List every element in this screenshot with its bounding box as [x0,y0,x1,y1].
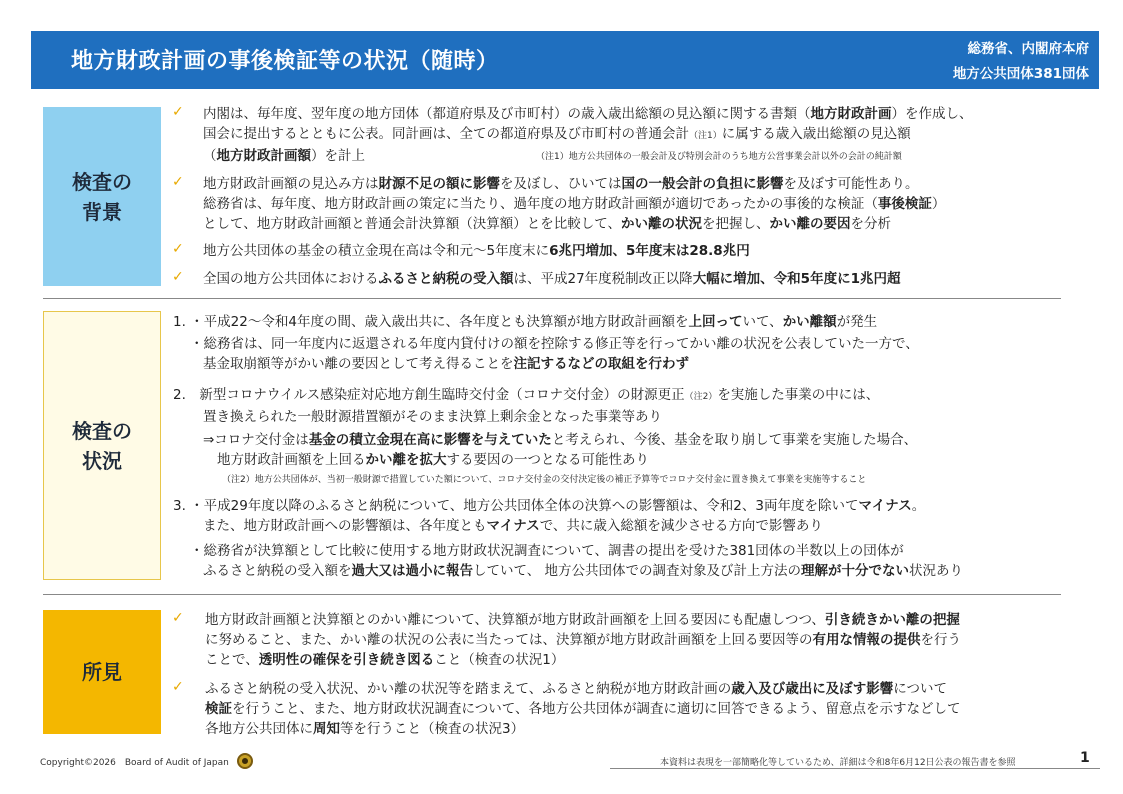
text: 等を行うこと（検査の状況3） [340,721,525,737]
background-item-4 [203,269,900,289]
divider-status [43,594,1061,595]
label-status [43,311,161,580]
check-icon: ✓ [172,104,184,120]
header-banner [31,31,1099,89]
footer-note: 本資料は表現を一部簡略化等しているため、詳細は令和8年6月12日公表の報告書を参照 [660,758,1016,768]
emphasis: 地方財政計画額 [216,148,311,164]
text: こと（検査の状況1） [434,652,565,668]
emphasis: 理解が十分でない [801,563,910,579]
status-item-3 [173,496,963,581]
check-icon: ✓ [172,241,184,257]
page-number: 1 [1080,750,1090,766]
header-meta [953,37,1089,87]
text: を把握し、 [701,216,770,232]
text: 全国の地方公共団体における [203,271,379,287]
label-status-line1: 検査の [72,418,132,443]
audited-organizations: 総務省、内閣府本府 [967,41,1089,57]
label-background-line1: 検査の [72,169,132,194]
emphasis: 検証 [205,701,232,717]
text: する要因の一つとなる可能性あり [446,452,649,468]
text: また、地方財政計画への影響額は、各年度とも [203,518,487,534]
copyright-text: Copyright©2026 Board of Audit of Japan [40,757,229,768]
emphasis: マイナス [486,518,540,534]
audited-entities: 地方公共団体381団体 [952,66,1089,82]
text: 置き換えられた一般財源措置額がそのまま決算上剰余金となった事業等あり [203,409,662,425]
footer-copyright [40,753,253,769]
text: （ [203,148,217,164]
emphasis: 基金の積立金現在高に影響を与えていた [308,432,552,448]
text: ふるさと納税の受入額を [203,563,352,579]
text: いて、 [742,314,783,330]
text: 地方財政計画額を上回る [217,452,366,468]
text: を行う [920,632,961,648]
background-item-2 [203,174,945,234]
check-icon: ✓ [172,679,184,695]
text: 状況あり [909,563,964,579]
footnote-2: （注2）地方公共団体が、当初一般財源で措置していた額について、コロナ交付金の交付決定後の補正予算等でコロナ交付金に置き換えて事業を実施等すること [222,475,867,485]
emphasis: 歳入及び歳出に及ぼす影響 [731,681,894,697]
text: 1. ・平成22～令和4年度の間、歳入歳出共に、各年度とも決算額が地方財政計画額を [173,314,689,330]
check-icon: ✓ [172,269,184,285]
emphasis: 透明性の確保を引き続き図る [258,652,435,668]
emphasis: かい離を拡大 [365,452,447,468]
emphasis: かい離の状況 [620,216,702,232]
text: 。 [911,498,926,514]
label-finding [43,610,161,734]
page-title: 地方財政計画の事後検証等の状況（随時） [71,49,499,74]
emphasis: 大幅に増加、令和5年度に1兆円超 [692,271,901,287]
text: について [893,681,947,697]
text: に属する歳入歳出総額の見込額 [721,126,911,142]
text: 2. 新型コロナウイルス感染症対応地方創生臨時交付金（コロナ交付金）の財源更正 [173,387,685,403]
footer-divider [610,768,1100,769]
text: ことで、 [205,652,259,668]
text: ） [931,196,946,212]
text: ）を計上 [311,148,365,164]
emphasis: 有用な情報の提供 [812,632,921,648]
text: 基金取崩額等がかい離の要因として考え得ることを [203,356,514,372]
finding-item-1 [205,610,961,670]
text: 地方公共団体の基金の積立金現在高は令和元～5年度末に [203,243,550,259]
text: ⇒コロナ交付金は [203,432,309,448]
text: で、共に歳入総額を減少させる方向で影響あり [539,518,823,534]
status-item-1 [173,312,919,374]
background-item-3 [203,241,750,261]
emphasis: かい離の要因 [769,216,851,232]
emphasis: ふるさと納税の受入額 [378,271,514,287]
text: 3. ・平成29年度以降のふるさと納税について、地方公共団体全体の決算への影響額は、令和2、3両年度を除いて [173,498,859,514]
check-icon: ✓ [172,174,184,190]
text: に努めること、また、かい離の状況の公表に当たっては、決算額が地方財政計画額を上回る要因等の [205,632,813,648]
label-status-line2: 状況 [82,448,122,473]
label-background [43,107,161,286]
emphasis: 6兆円増加、5年度末は28.8兆円 [549,243,750,259]
check-icon: ✓ [172,610,184,626]
text: を行うこと、また、地方財政状況調査について、各地方公共団体が調査に適切に回答できるよう、留意点を示すなどして [232,701,961,717]
emphasis: 事後検証 [877,196,932,212]
text: が発生 [836,314,878,330]
emphasis: 地方財政計画 [810,106,892,122]
text: を及ぼす可能性あり。 [783,176,919,192]
text: 各地方公共団体に [205,721,313,737]
status-item-2 [173,385,917,470]
label-finding-text: 所見 [82,660,122,684]
text: を分析 [850,216,891,232]
text: ）を作成し、 [891,106,973,122]
text: を実施した事業の中には、 [717,387,880,403]
board-emblem-icon [237,753,253,769]
emphasis: 引き続きかい離の把握 [824,612,960,628]
text: は、平成27年度税制改正以降 [513,271,693,287]
text: ふるさと納税の受入状況、かい離の状況等を踏まえて、ふるさと納税が地方財政計画の [205,681,732,697]
text: ・総務省が決算額として比較に使用する地方財政状況調査について、調書の提出を受けた381団体の半数以上の団体が [190,543,904,559]
emphasis: 国の一般会計の負担に影響 [621,176,784,192]
divider-background [43,298,1061,299]
text: していて、 地方公共団体での調査対象及び計上方法の [473,563,802,579]
note-ref: （注1） [689,131,722,141]
text: ・総務省は、同一年度内に返還される年度内貸付けの額を控除する修正等を行ってかい離の状況を公表していた一方で、 [190,336,919,352]
emphasis: 周知 [313,721,340,737]
label-background-line2: 背景 [82,199,122,224]
text: 内閣は、毎年度、翌年度の地方団体（都道府県及び市町村）の歳入歳出総額の見込額に関する書類（ [203,106,811,122]
emphasis: 注記するなどの取組を行わず [513,356,689,372]
finding-item-2 [205,679,960,739]
text: 地方財政計画額と決算額とのかい離について、決算額が地方財政計画額を上回る要因にも配慮しつつ、 [205,612,825,628]
text: 総務省は、毎年度、地方財政計画の策定に当たり、過年度の地方財政計画額が適切であったかの事後的な検証（ [203,196,878,212]
emphasis: 財源不足の額に影響 [378,176,500,192]
emphasis: マイナス [858,498,912,514]
note-ref: （注2） [684,392,718,402]
footnote-1: （注1）地方公共団体の一般会計及び特別会計のうち地方公営事業会計以外の会計の純計額 [536,152,902,162]
text: と考えられ、今後、基金を取り崩して事業を実施した場合、 [551,432,918,448]
text: 地方財政計画額の見込み方は [203,176,379,192]
text: を及ぼし、ひいては [500,176,622,192]
text: 国会に提出するとともに公表。同計画は、全ての都道府県及び市町村の普通会計 [203,126,689,142]
emphasis: かい離額 [782,314,837,330]
text: として、地方財政計画額と普通会計決算額（決算額）とを比較して、 [203,216,621,232]
emphasis: 過大又は過小に報告 [351,563,473,579]
emphasis: 上回って [688,314,743,330]
